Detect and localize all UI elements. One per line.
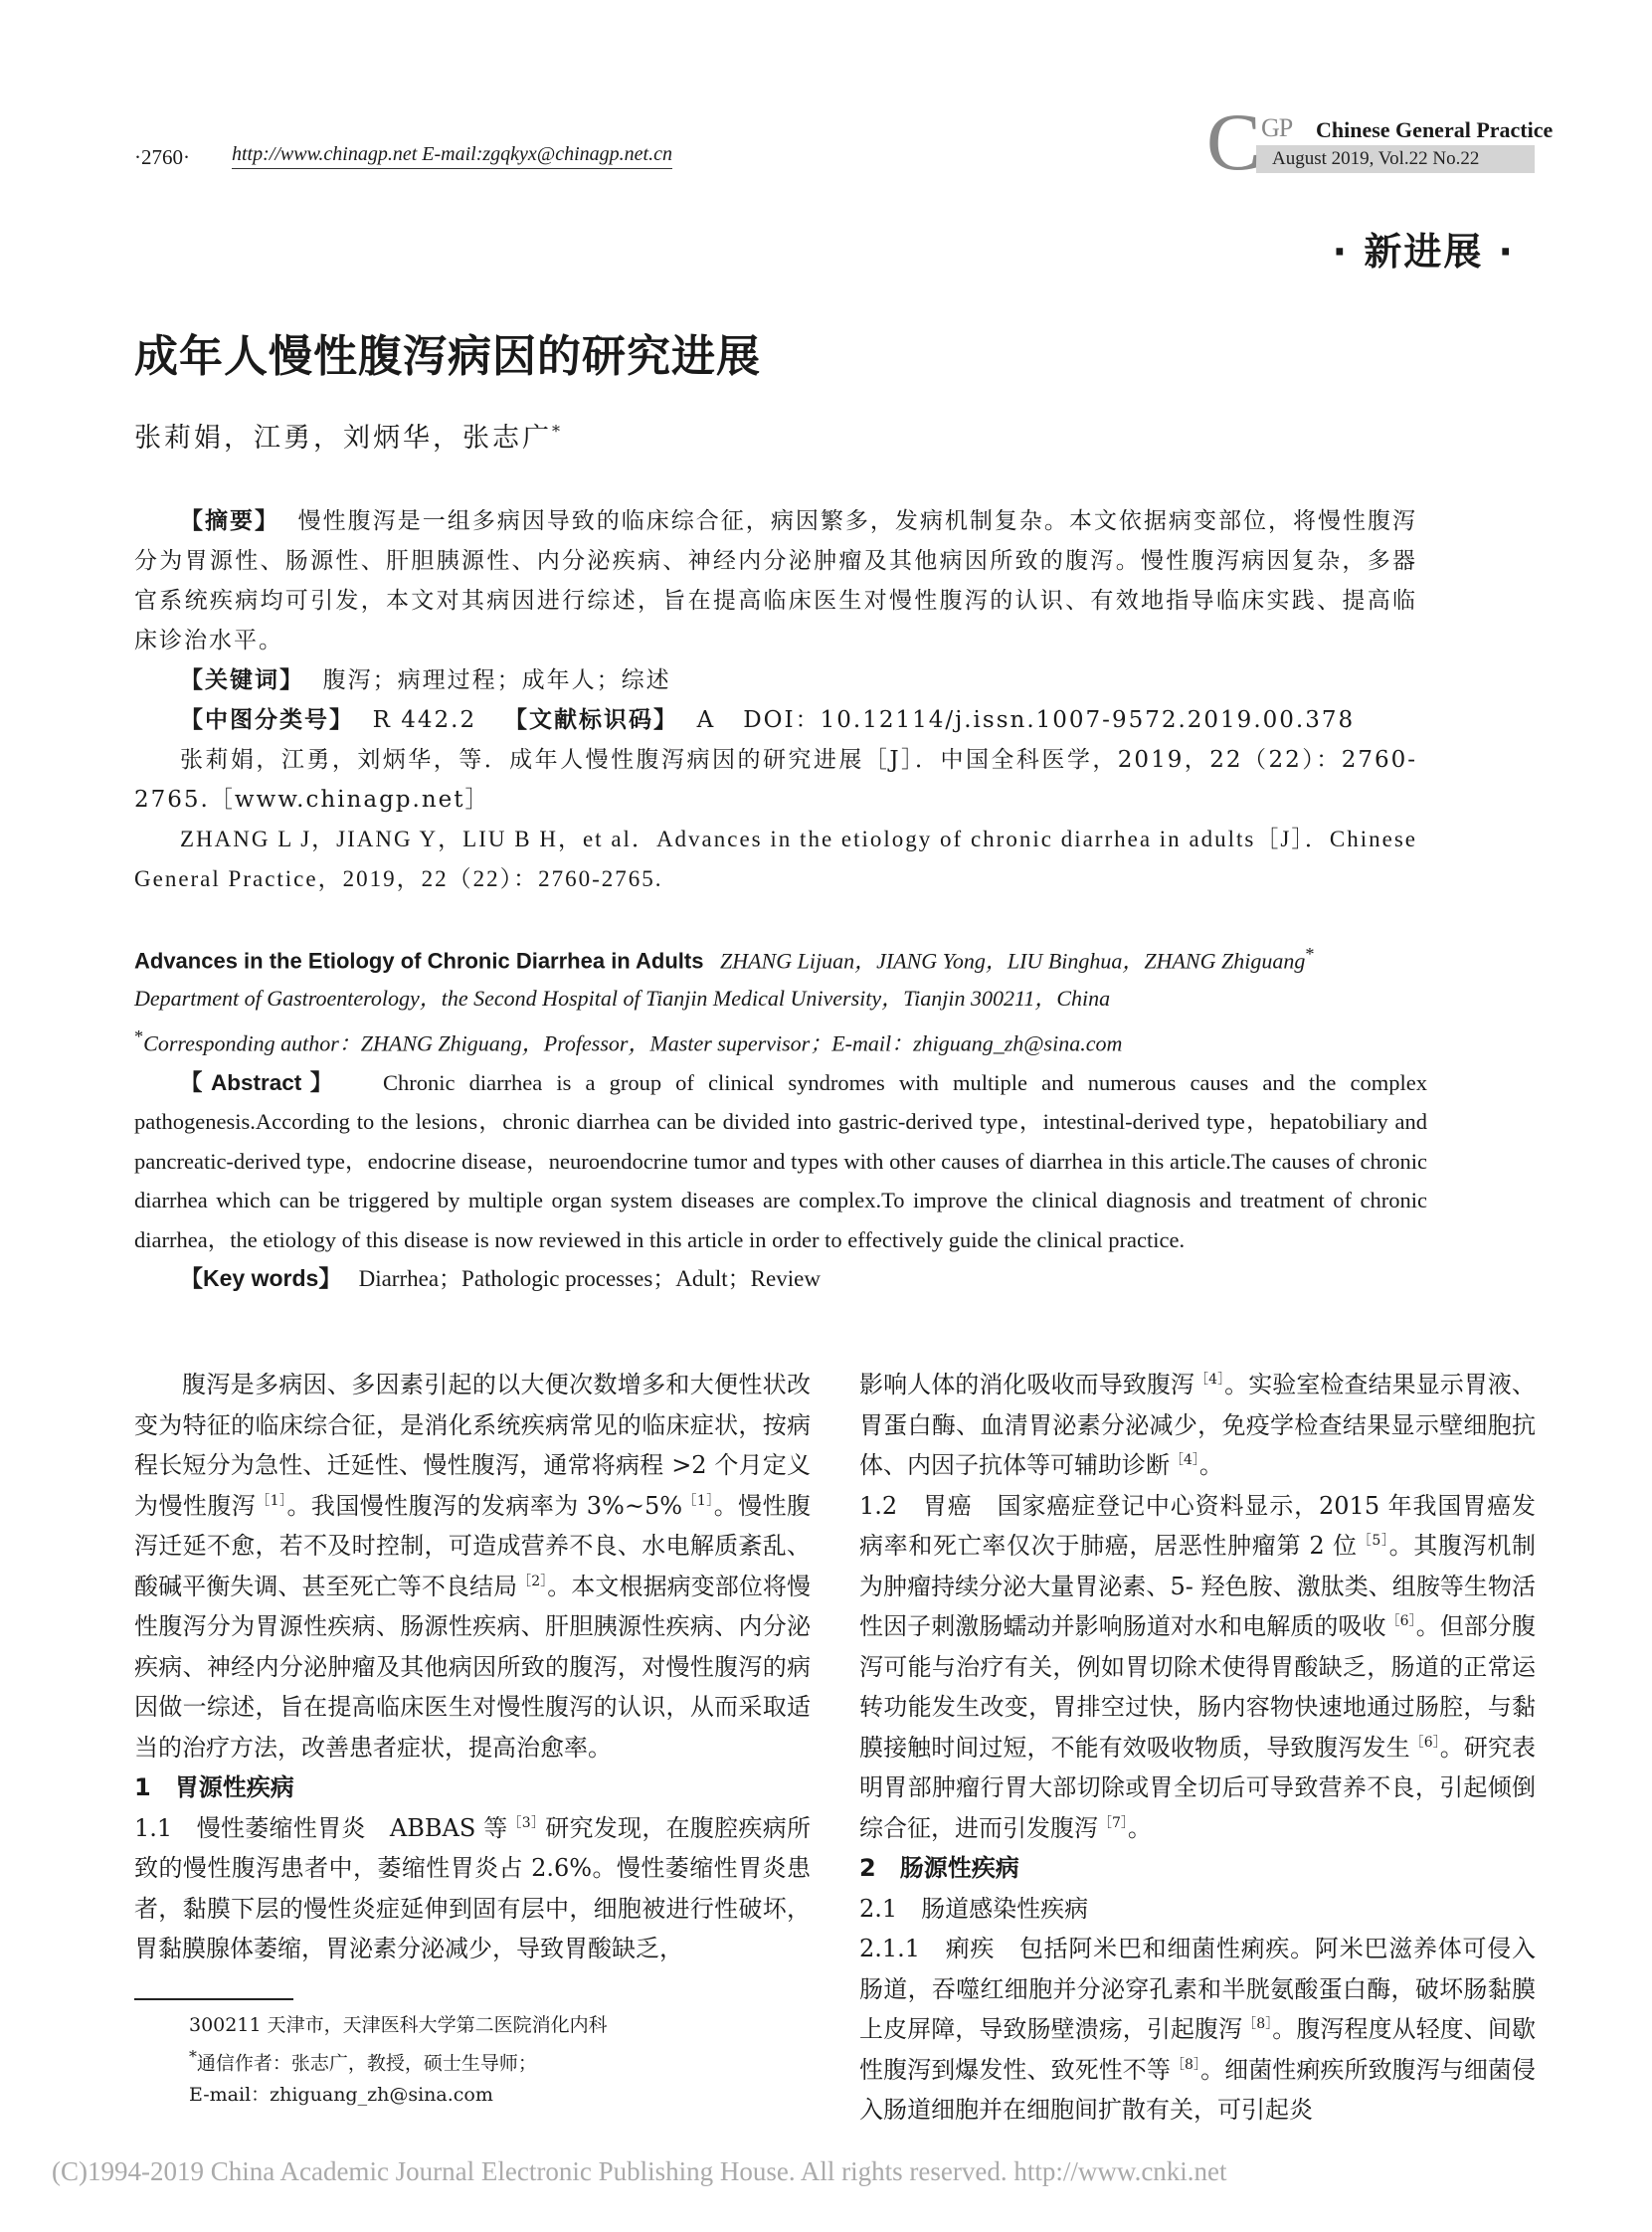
s12-text-b: 。其腹泻机制为肿瘤持续分泌大量胃泌素、5- 羟色胺、激肽类、组胺等生物活性因子刺激肠蠕动并影响肠道对水和电解质的吸收 — [859, 1532, 1536, 1640]
s12-text-a: 1.2 胃癌 国家癌症登记中心资料显示，2015 年我国胃癌发病率和死亡率仅次于肺癌，居恶性肿瘤第 2 位 — [859, 1491, 1536, 1560]
ref-8[interactable]: ［8］ — [1242, 2016, 1273, 2032]
clc-value: R 442.2 — [372, 707, 477, 733]
subsection-2-1-1 — [859, 1929, 1536, 2131]
ref-6b[interactable]: ［6］ — [1409, 1734, 1440, 1751]
footnote-affiliation: 300211 天津市，天津医科大学第二医院消化内科 — [189, 2014, 608, 2036]
section-heading-1: 1 胃源性疾病 — [134, 1773, 294, 1801]
citation-en: ZHANG L J，JIANG Y，LIU B H，et al．Advances in the etiology of chronic diarrhea in adults［J］．Chinese General Practice，2019，22（22）：2760-2765. — [134, 827, 1417, 891]
p1-text-a: 影响人体的消化吸收而导致腹泻 — [859, 1371, 1195, 1398]
article-title: 成年人慢性腹泻病因的研究进展 — [134, 331, 761, 382]
ref-1b[interactable]: ［1］ — [682, 1492, 714, 1509]
cn-abstract-label: 【摘要】 — [180, 508, 280, 534]
english-abstract-block — [134, 935, 1427, 1299]
journal-logo — [1206, 96, 1554, 187]
ref-4[interactable]: ［4］ — [1194, 1372, 1225, 1388]
intro-text-b: 。我国慢性腹泻的发病率为 3%~5% — [286, 1491, 683, 1520]
en-affiliation-text: Department of Gastroenterology，the Second Hospital of Tianjin Medical University，Tianjin 300211，China — [134, 986, 1111, 1012]
en-corresponding — [134, 1018, 1427, 1062]
corresponding-mark: * — [134, 1026, 144, 1047]
ref-4b[interactable]: ［4］ — [1170, 1452, 1199, 1468]
article-authors — [134, 416, 563, 455]
p1-text-c: 。 — [1198, 1451, 1223, 1479]
subsection-1-1 — [134, 1808, 811, 1969]
section-heading-2: 2 肠源性疾病 — [859, 1854, 1019, 1882]
en-abstract — [134, 1063, 1427, 1260]
en-abstract-text: Chronic diarrhea is a group of clinical syndromes with multiple and numerous causes and the complex pathogenesis.According to the lesions，chronic diarrhea can be divided into gastric-derived type，intestinal-derived type，hepatobiliary and pancreatic-derived type，endocrine disease，neuroendocrine tumor and types with other causes of diarrhea in this article.The causes of chronic diarrhea which can be triggered by multiple organ system diseases are complex.To improve the clinical diagnosis and treatment of chronic diarrhea，the etiology of this disease is now reviewed in this article in order to effectively guide the clinical practice. — [134, 1069, 1427, 1252]
author-mark: * — [552, 422, 563, 441]
cn-keywords — [134, 660, 1417, 700]
cn-abstract-text: 慢性腹泻是一组多病因导致的临床综合征，病因繁多，发病机制复杂。本文依据病变部位，将慢性腹泻分为胃源性、肠源性、肝胆胰源性、内分泌疾病、神经内分泌肿瘤及其他病因所致的腹泻。慢性腹泻病因复杂，多器官系统疾病均可引发，本文对其病因进行综述，旨在提高临床医生对慢性腹泻的认识、有效地指导临床实践、提高临床诊治水平。 — [134, 508, 1418, 653]
intro-paragraph — [134, 1365, 811, 1767]
s211-text-a: 2.1.1 痢疾 包括阿米巴和细菌性痢疾。阿米巴滋养体可侵入肠道，吞噬红细胞并分泌穿孔素和半胱氨酸蛋白酶，破坏肠黏膜上皮屏障，导致肠壁溃疡，引起腹泻 — [859, 1935, 1536, 2043]
footnote-divider — [134, 1998, 293, 2000]
doc-code-value: A — [696, 707, 716, 733]
ref-1[interactable]: ［1］ — [256, 1492, 287, 1509]
s11-text-b: 研究发现，在腹腔疾病所致的慢性腹泻患者中，萎缩性胃炎占 2.6%。慢性萎缩性胃炎患者，黏膜下层的慢性炎症延伸到固有层中，细胞被进行性破坏，胃黏膜腺体萎缩，胃泌素分泌减少，导致胃酸缺乏， — [134, 1813, 811, 1962]
s12-text-c: 。但部分腹泻可能与治疗有关，例如胃切除术使得胃酸缺乏，肠道的正常运转功能发生改变，胃排空过快，肠内容物快速地通过肠腔，与黏膜接触时间过短，不能有效吸收物质，导致腹泻发生 — [859, 1612, 1536, 1762]
body-left-column — [134, 1365, 811, 1969]
citation-cn: 张莉娟，江勇，刘炳华，等．成年人慢性腹泻病因的研究进展［J］．中国全科医学，2019，22（22）：2760-2765.［www.chinagp.net］ — [134, 747, 1417, 813]
journal-name: Chinese General Practice — [1316, 117, 1554, 142]
footnote-mark: * — [189, 2047, 197, 2066]
footnote-email[interactable]: E-mail：zhiguang_zh@sina.com — [189, 2084, 493, 2107]
copyright-watermark: (C)1994-2019 China Academic Journal Electronic Publishing House. All rights reserved. http://www.cnki.net — [52, 2156, 1227, 2186]
cn-abstract — [134, 501, 1417, 660]
intro-text-c: 。慢性腹泻迁延不愈，若不及时控制，可造成营养不良、水电解质紊乱、酸碱平衡失调、甚至死亡等不良结局 — [134, 1491, 812, 1600]
p1-text-b: 。实验室检查结果显示胃液、胃蛋白酶、血清胃泌素分泌减少，免疫学检查结果显示壁细胞抗体、内因子抗体等可辅助诊断 — [859, 1371, 1536, 1479]
en-affiliation — [134, 980, 1427, 1018]
s11-text-a: 1.1 慢性萎缩性胃炎 ABBAS 等 — [134, 1813, 508, 1842]
cn-keywords-label: 【关键词】 — [180, 667, 304, 693]
subsection-1-2 — [859, 1486, 1536, 1849]
body-right-column — [859, 1365, 1536, 2131]
doc-code-label: 【文献标识码】 — [504, 707, 679, 733]
ref-5[interactable]: ［5］ — [1357, 1533, 1389, 1549]
en-keywords — [134, 1259, 1427, 1299]
s211-text-b: 。腹泻程度从轻度、间歇性腹泻到爆发性、致死性不等 — [859, 2015, 1536, 2084]
en-keywords-text: Diarrhea；Pathologic processes；Adult；Review — [358, 1266, 821, 1292]
logo-letters-gp: GP — [1261, 113, 1293, 142]
ref-2[interactable]: ［2］ — [517, 1573, 548, 1589]
s211-text-c: 。细菌性痢疾所致腹泻与细菌侵入肠道细胞并在细胞间扩散有关，可引起炎 — [859, 2055, 1536, 2124]
footnotes — [189, 2009, 608, 2111]
cn-classification — [134, 700, 1417, 740]
intro-text-a: 腹泻是多病因、多因素引起的以大便次数增多和大便性状改变为特征的临床综合征，是消化系统疾病常见的临床症状，按病程长短分为急性、迁延性、慢性腹泻，通常将病程 >2 个月定义为慢性腹泻 — [134, 1371, 811, 1520]
en-corresponding-text: Corresponding author：ZHANG Zhiguang，Professor，Master supervisor；E-mail：zhiguang_zh@sina.com — [143, 1030, 1123, 1056]
footnote-corresponding — [189, 2041, 608, 2079]
section-tag: · 新进展 · — [1332, 230, 1515, 274]
chinese-abstract-block — [134, 501, 1417, 898]
en-abstract-label: 【Abstract】 — [180, 1069, 341, 1095]
ref-6[interactable]: ［6］ — [1385, 1613, 1416, 1629]
en-authors: ZHANG Lijuan，JIANG Yong，LIU Binghua，ZHANG Zhiguang — [719, 948, 1306, 974]
clc-label: 【中图分类号】 — [180, 707, 354, 733]
en-title: Advances in the Etiology of Chronic Diarrhea in Adults — [134, 948, 704, 974]
s12-text-e: 。 — [1127, 1813, 1152, 1842]
journal-issue: August 2019, Vol.22 No.22 — [1272, 148, 1480, 169]
doi[interactable]: DOI：10.12114/j.issn.1007-9572.2019.00.378 — [743, 707, 1356, 733]
footnote-corresponding-text: 通信作者：张志广，教授，硕士生导师； — [196, 2052, 537, 2075]
authors-text: 张莉娟，江勇，刘炳华，张志广 — [134, 423, 552, 454]
en-author-mark: * — [1305, 944, 1315, 964]
en-title-line — [134, 935, 1427, 980]
right-paragraph-1 — [859, 1365, 1536, 1486]
subsection-2-1: 2.1 肠道感染性疾病 — [859, 1894, 1089, 1923]
en-keywords-label: 【Key words】 — [180, 1265, 342, 1292]
intro-text-d: 。本文根据病变部位将慢性腹泻分为胃源性疾病、肠源性疾病、肝胆胰源性疾病、内分泌疾病、神经内分泌肿瘤及其他病因所致的腹泻，对慢性腹泻的病因做一综述，旨在提高临床医生对慢性腹泻的认识，从而采取适当的治疗方法，改善患者症状，提高治愈率。 — [134, 1572, 811, 1762]
ref-8b[interactable]: ［8］ — [1170, 2056, 1201, 2073]
cn-keywords-text: 腹泻；病理过程；成年人；综述 — [322, 667, 671, 693]
ref-3[interactable]: ［3］ — [507, 1814, 546, 1831]
header-url-line[interactable]: http://www.chinagp.net E-mail:zgqkyx@chinagp.net.cn — [232, 143, 672, 169]
page-number: ·2760· — [134, 145, 190, 169]
s12-text-d: 。研究表明胃部肿瘤行胃大部切除或胃全切后可导致营养不良，引起倾倒综合征，进而引发腹泻 — [859, 1733, 1536, 1842]
ref-7[interactable]: ［7］ — [1098, 1814, 1128, 1831]
logo-letter-c: C — [1206, 96, 1261, 187]
